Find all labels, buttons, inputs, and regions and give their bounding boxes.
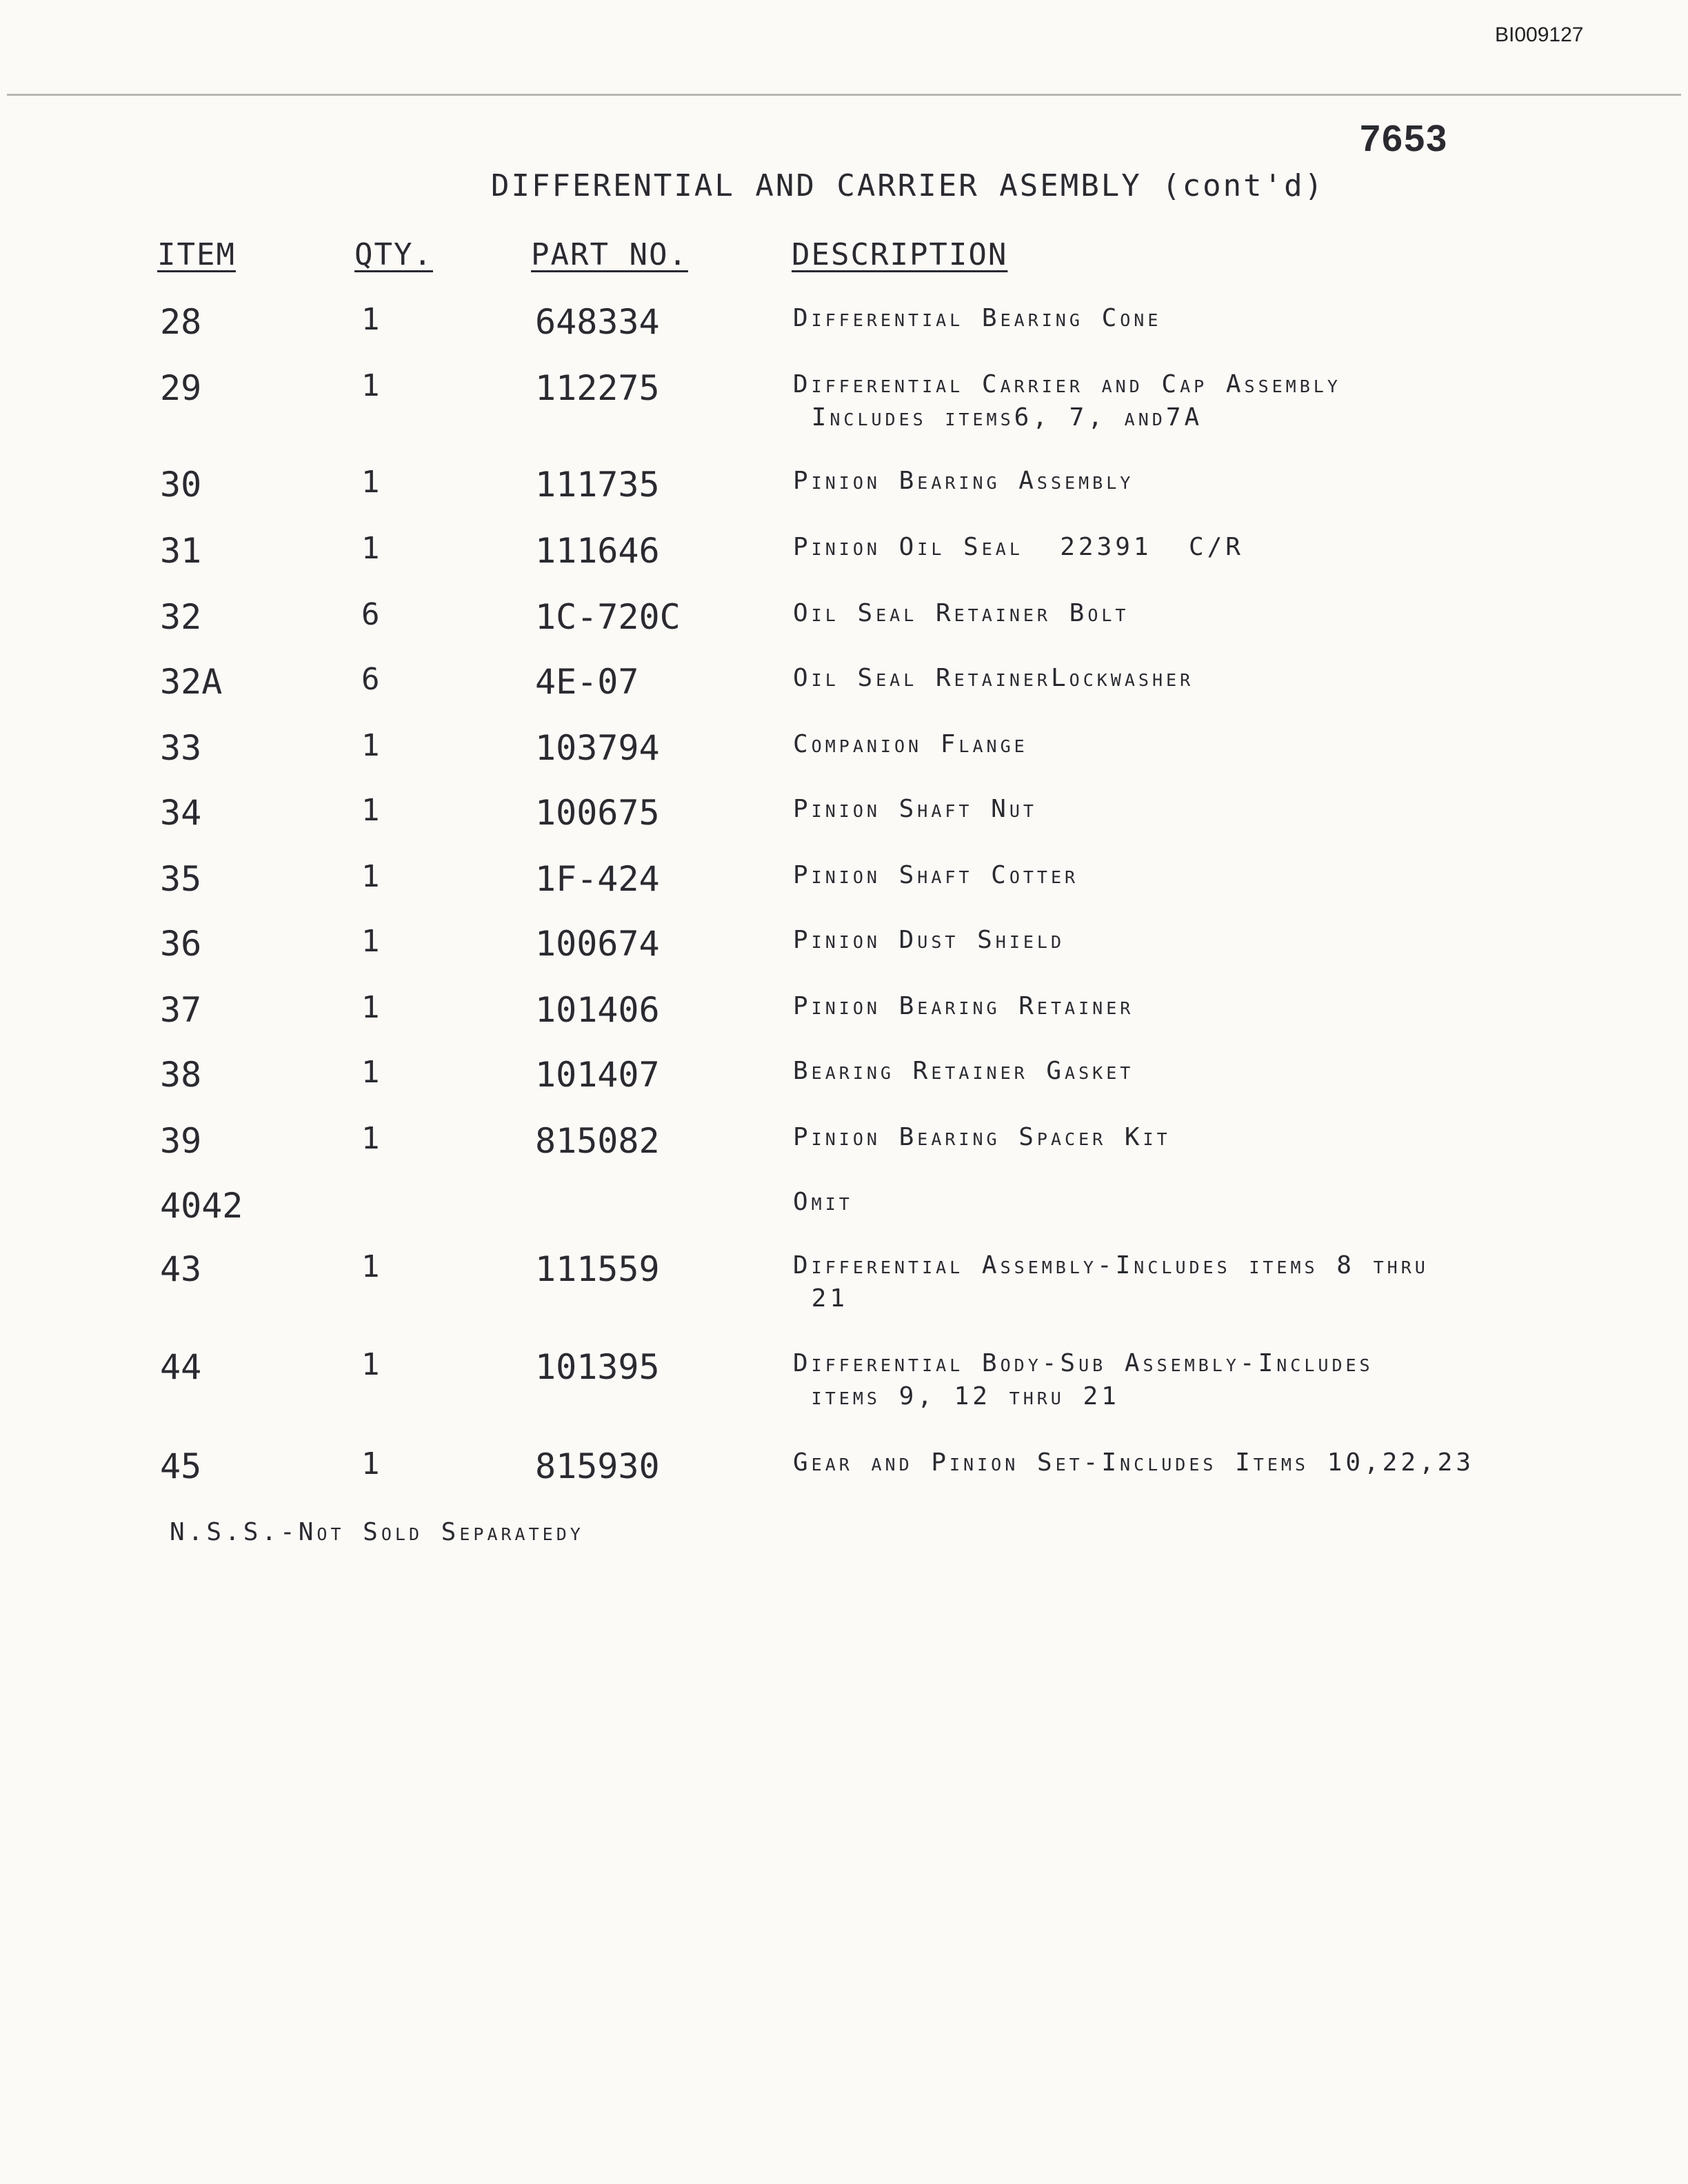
item-number: 45 [160,1446,202,1486]
description: Oil Seal Retainer Bolt [793,599,1129,627]
item-number: 43 [160,1249,202,1289]
quantity: 6 [361,597,380,632]
item-number: 34 [160,793,202,833]
part-number: 103794 [535,728,660,768]
part-number: 101407 [535,1055,660,1095]
quantity: 1 [361,990,380,1025]
quantity: 1 [361,302,380,337]
description: Differential Bearing Cone [793,304,1162,332]
part-number: 111559 [535,1249,660,1289]
description: Pinion Bearing Spacer Kit [793,1123,1171,1151]
description: Pinion Oil Seal 22391 C/R [793,533,1244,561]
quantity: 1 [361,793,380,828]
item-number: 32A [160,662,223,702]
item-number: 28 [160,302,202,342]
description: Differential Assembly-Includes items 8 thru 21 [793,1251,1429,1313]
top-divider [7,94,1681,96]
item-number: 39 [160,1121,202,1161]
description: Gear and Pinion Set-Includes Items 10,22,23 [793,1448,1475,1477]
part-number: 1C-720C [535,597,681,637]
part-number: 4E-07 [535,662,639,702]
quantity: 1 [361,368,380,403]
description: Oil Seal RetainerLockwasher [793,664,1194,692]
description: Companion Flange [793,730,1028,758]
description: Pinion Shaft Nut [793,795,1037,823]
footnote: N.S.S.-Not Sold Separatedy [170,1518,584,1546]
page-number: 7653 [1360,118,1449,159]
part-number: 111735 [535,465,660,505]
part-number: 111646 [535,531,660,571]
quantity: 1 [361,531,380,566]
quantity: 1 [361,859,380,894]
item-number: 35 [160,859,202,899]
description: Pinion Bearing Assembly [793,467,1134,495]
column-header-part-no: PART NO. [531,237,688,272]
item-number: 36 [160,924,202,964]
description: Bearing Retainer Gasket [793,1057,1134,1085]
part-number: 1F-424 [535,859,660,899]
description: Pinion Shaft Cotter [793,861,1079,889]
quantity: 1 [361,1121,380,1156]
quantity: 1 [361,728,380,763]
quantity: 1 [361,1055,380,1090]
part-number: 112275 [535,368,660,408]
description: Pinion Bearing Retainer [793,992,1134,1020]
description: Differential Carrier and Cap Assembly Includes items6, 7, and7A [793,370,1341,432]
part-number: 815930 [535,1446,660,1486]
quantity: 1 [361,1249,380,1284]
description: Omit [793,1188,853,1216]
column-header-qty: QTY. [354,237,433,272]
item-number: 38 [160,1055,202,1095]
part-number: 815082 [535,1121,660,1161]
item-number: 44 [160,1347,202,1387]
quantity: 1 [361,465,380,500]
quantity: 1 [361,924,380,959]
column-header-item: ITEM [157,237,236,272]
part-number: 100674 [535,924,660,964]
item-number: 31 [160,531,202,571]
item-number: 37 [160,990,202,1030]
part-number: 101406 [535,990,660,1030]
item-number: 29 [160,368,202,408]
quantity: 1 [361,1446,380,1482]
part-number: 100675 [535,793,660,833]
item-number: 4042 [160,1186,243,1226]
item-number: 33 [160,728,202,768]
item-number: 32 [160,597,202,637]
quantity: 1 [361,1347,380,1382]
table-header [0,237,1688,283]
description: Pinion Dust Shield [793,926,1065,954]
part-number: 648334 [535,302,660,342]
column-header-description: DESCRIPTION [792,237,1008,272]
item-number: 30 [160,465,202,505]
quantity: 6 [361,662,380,697]
description: Differential Body-Sub Assembly-Includes items 9, 12 thru 21 [793,1349,1374,1410]
document-id: BI009127 [1495,23,1584,46]
part-number: 101395 [535,1347,660,1387]
page-title: DIFFERENTIAL AND CARRIER ASEMBLY (cont'd) [491,168,1325,203]
